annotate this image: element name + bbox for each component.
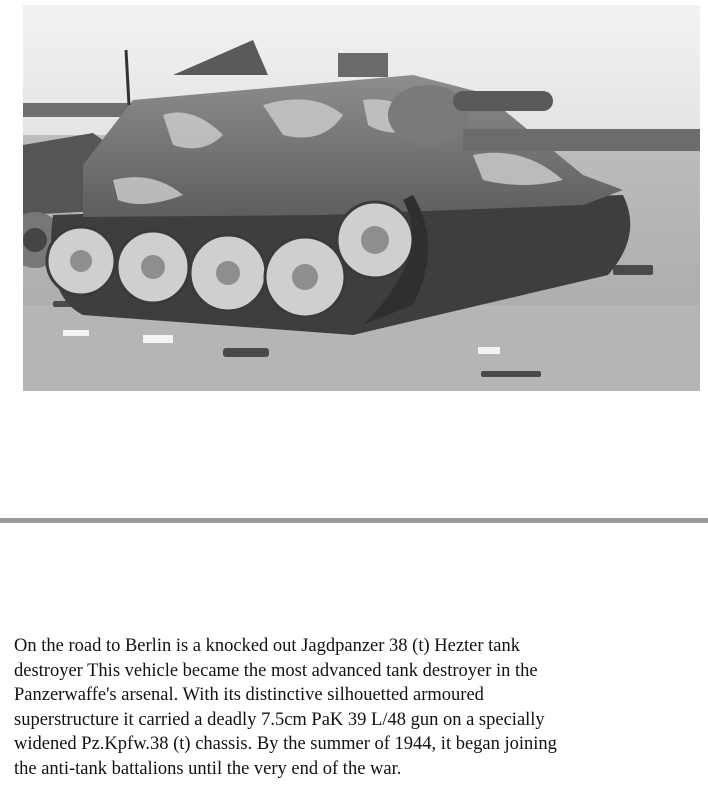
photo-caption: On the road to Berlin is a knocked out Jagdpanzer 38 (t) Hezter tank destroyer This vehicle became the most advanced tank destroyer in the Panzerwaffe's arsenal. With its distinctive silhouetted armoured superstructure it carried a deadly 7.5cm PaK 39 L/48 gun on a specially widened Pz.Kpfw.38 (t) chassis. By the summer of 1944, it began joining the anti-tank battalions until the very end of the war. <box>14 636 557 779</box>
tank-photo <box>23 5 700 391</box>
section-divider <box>0 518 708 523</box>
tank-photo-graphic <box>23 5 700 391</box>
